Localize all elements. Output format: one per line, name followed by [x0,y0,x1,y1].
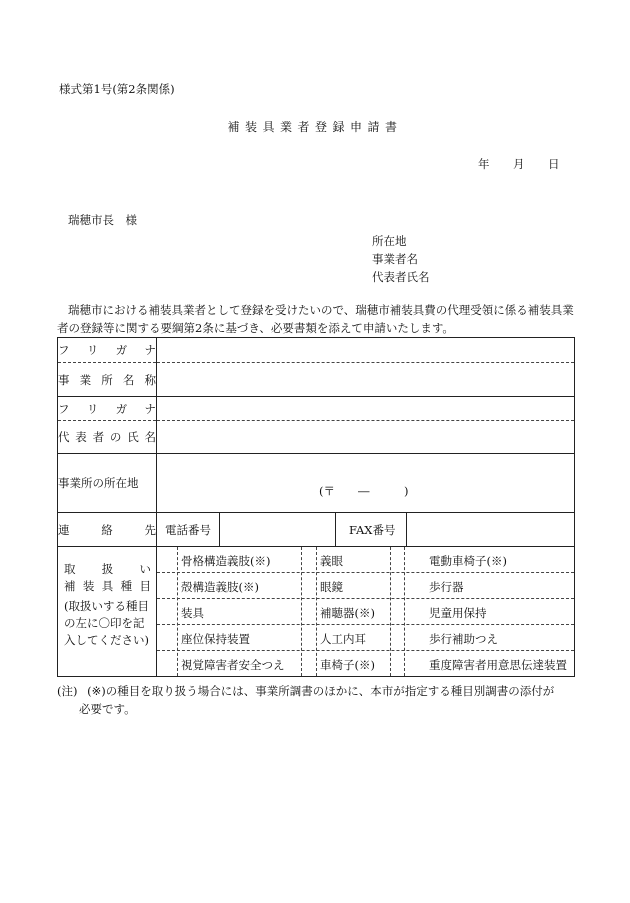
furigana-office-field[interactable] [157,338,575,363]
applicant-company-label: 事業者名 [372,252,418,266]
mark-column-divider [177,547,178,676]
item-shell-prosthesis: 殻構造義肢(※) [181,580,259,594]
office-name-label: 事 業 所 名 称 [58,363,157,397]
mark-column-divider [316,547,317,676]
footnote-line2: 必要です。 [79,702,136,716]
item-types-grid [157,547,575,677]
item-seating-system: 座位保持装置 [181,632,250,646]
row-divider [157,572,574,573]
footnote [57,682,554,718]
date-year-label: 年 [478,157,490,171]
representative-name-label: 代 表 者 の 氏 名 [58,421,157,454]
date-month-label: 月 [513,157,525,171]
phone-label: 電話番号 [165,523,211,537]
office-address-label: 事業所の所在地 [58,454,157,513]
item-electric-wheelchair: 電動車椅子(※) [429,554,507,568]
applicant-representative-label: 代表者氏名 [372,270,430,284]
item-artificial-eye: 義眼 [320,554,343,568]
footnote-prefix: (注) [57,684,78,698]
item-walking-cane: 歩行補助つえ [429,632,498,646]
registration-form-table [57,337,575,677]
form-number: 様式第1号(第2条関係) [59,82,175,96]
fax-field[interactable] [407,513,574,546]
application-statement: 瑞穂市における補装具業者として登録を受けたいので、瑞穂市補装具費の代理受領に係る補装具業者の登録等に関する要綱第2条に基づき、必要書類を添えて申請いたします。 [57,303,574,335]
representative-name-field[interactable] [157,421,575,454]
item-white-cane: 視覚障害者安全つえ [181,658,285,672]
item-child-support: 児童用保持 [429,606,487,620]
furigana-representative-field[interactable] [157,397,575,421]
furigana-label-2: フ リ ガ ナ [58,397,157,421]
applicant-address-label: 所在地 [372,234,407,248]
row-divider [157,624,574,625]
column-divider [301,547,302,676]
office-name-field[interactable] [157,363,575,397]
phone-field[interactable] [220,513,335,546]
item-cochlear-implant: 人工内耳 [320,632,366,646]
item-communication-device: 重度障害者用意思伝達装置 [429,658,567,672]
item-walker: 歩行器 [429,580,464,594]
furigana-label-1: フ リ ガ ナ [58,338,157,363]
item-orthosis: 装具 [181,606,204,620]
divider [335,513,336,546]
contact-cell [157,513,575,547]
footnote-line1: (※)の種目を取り扱う場合には、事業所調書のほかに、本市が指定する種目別調書の添付が [87,684,555,698]
item-hearing-aid: 補聴器(※) [320,606,375,620]
item-skeletal-prosthesis: 骨格構造義肢(※) [181,554,271,568]
column-divider [390,547,391,676]
mark-column-divider [404,547,405,676]
contact-label: 連 絡 先 [58,513,157,547]
date-day-label: 日 [548,157,560,171]
postal-code-field: (〒 ― ) [319,484,409,498]
page-title: 補装具業者登録申請書 [227,120,403,134]
item-wheelchair: 車椅子(※) [320,658,375,672]
addressee: 瑞穂市長 様 [68,213,137,227]
row-divider [157,598,574,599]
office-address-field[interactable] [157,454,575,513]
item-eyeglasses: 眼鏡 [320,580,343,594]
row-divider [157,650,574,651]
fax-label: FAX番号 [349,523,396,537]
item-types-label: 取 扱 い 補 装 具 種 目 (取扱いする種目 の左に〇印を記 入してください) [58,547,157,677]
